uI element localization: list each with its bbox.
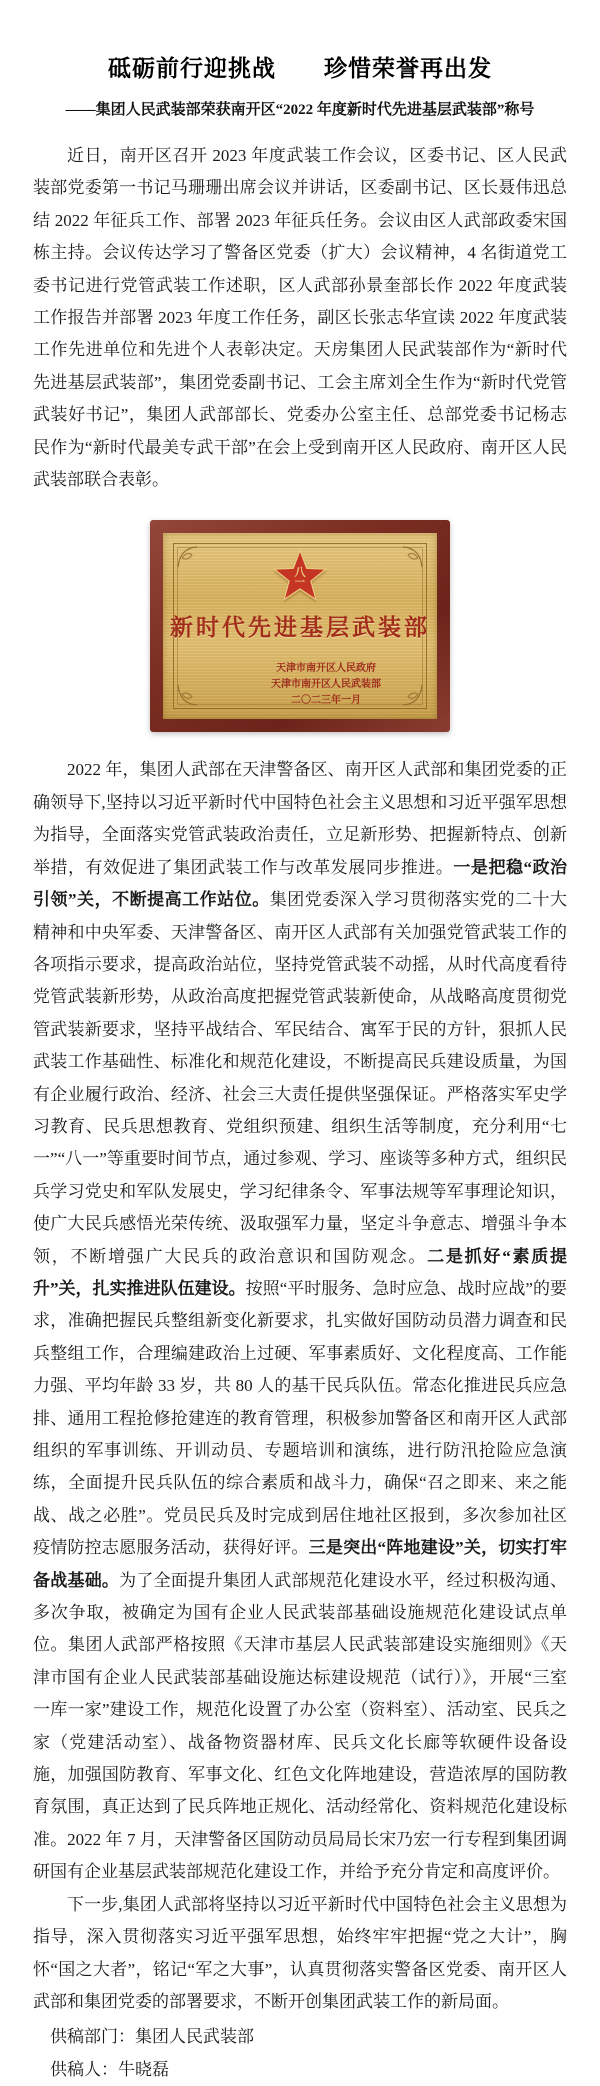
award-plaque-photo bbox=[150, 520, 450, 732]
credit-author: 供稿人：牛晓磊 bbox=[50, 2060, 169, 2080]
plaque-date-line: 二〇二三年一月 bbox=[291, 695, 361, 707]
corner-flourish-icon bbox=[176, 684, 198, 706]
text-run: 为了全面提升集团人武部规范化建设水平，经过积极沟通、多次争取，被确定为国有企业人民武装部基础设施规范化建设试点单位。集团人武部严格按照《天津市基层人民武装部建设实施细则》《天津市国有企业人民武装部基础设施达标建设规范（试行）》，开展“三室一库一家”建设工作，规范化设置了办公室（资料室）、活动室、民兵之家（党建活动室）、战备物资器材库、民兵文化长廊等软硬件设备设施，加强国防教育、军事文化、红色文化阵地建设，营造浓厚的国防教育氛围，真正达到了民兵阵地正规化、活动经常化、资料规范化建设标准。2022 年 7 月，天津警备区国防动员局局长宋乃宏一行专程到集团调研国有企业基层武装部规范化建设工作，并给予充分肯定和高度评价。 bbox=[33, 1570, 568, 1882]
text-run: 2022 年，集团人武部在天津警备区、南开区人武部和集团党委的正确领导下,坚持以习近平新时代中国特色社会主义思想和习近平强军思想为指导，全面落实党管武装政治责任，立足新形势、把握新特点、创新举措，有效促进了集团武装工作与改革发展同步推进。 bbox=[33, 760, 567, 877]
text-run: 集团党委深入学习贯彻落实党的二十大精神和中央军委、天津警备区、南开区人武部有关加强党管武装工作的各项指示要求，提高政治站位，坚持党管武装不动摇，从时代高度看待党管武装新形势，从政治高度把握党管武装新使命，从战略高度贯彻党管武装新要求，坚持平战结合、军民结合、寓军于民的方针，狠抓人民武装工作基础性、标准化和规范化建设，不断提高民兵建设质量，为国有企业履行政治、经济、社会三大责任提供坚强保证。严格落实军史学习教育、民兵思想教育、党组织预建、组织生活等制度，充分利用“七一”“八一”等重要时间节点，通过参观、学习、座谈等多种方式，组织民兵学习党史和军队发展史，学习纪律条令、军事法规等军事理论知识，使广大民兵感悟光荣传统、汲取强军力量，坚定斗争意志、增强斗争本领，不断增强广大民兵的政治意识和国防观念。 bbox=[33, 890, 568, 1266]
paragraph-main bbox=[33, 754, 567, 1888]
plaque-issuer-line: 天津市南开区人民武装部 bbox=[271, 679, 381, 691]
bayi-star-icon bbox=[274, 549, 326, 603]
paragraph-intro: 近日，南开区召开 2023 年度武装工作会议，区委书记、区人民武装部党委第一书记马珊珊出席会议并讲话，区委副书记、区长聂伟迅总结 2022 年征兵工作、部署 2023 年征兵任务。会议由区人武部政委宋国栋主持。会议传达学习了警备区党委（扩大）会议精神，4 名街道党工委书记进行党管武装工作述职，区人武部孙景奎部长作 2022 年度武装工作报告并部署 2023 年度工作任务，副区长张志华宣读 2022 年度武装工作先进单位和先进个人表彰决定。天房集团人民武装部作为“新时代先进基层武装部”，集团党委副书记、工会主席刘全生作为“新时代党管武装好书记”，集团人武部部长、党委办公室主任、总部党委书记杨志民作为“新时代最美专武干部”在会上受到南开区人民政府、南开区人民武装部联合表彰。 bbox=[33, 146, 567, 490]
paragraph-closing: 下一步,集团人武部将坚持以习近平新时代中国特色社会主义思想为指导，深入贯彻落实习近平强军思想，始终牢牢把握“党之大计”，胸怀“国之大者”，铭记“军之大事”，认真贯彻落实警备区党委、南开区人武部和集团党委的部署要求，不断开创集团武装工作的新局面。 bbox=[33, 1894, 567, 2011]
emphasis-run-3: 三是突出“阵地建设”关，切实打牢备战基础。 bbox=[33, 1538, 568, 1590]
corner-flourish-icon bbox=[176, 546, 198, 568]
article-title: 砥砺前行迎挑战 珍惜荣誉再出发 bbox=[108, 56, 492, 81]
emphasis-run-1: 一是把稳“政治引领”关，不断提高工作站位。 bbox=[33, 857, 568, 910]
plaque-award-title: 新时代先进基层武装部 bbox=[170, 615, 430, 641]
credits-block bbox=[33, 2020, 567, 2086]
plaque-issuer-block bbox=[241, 661, 411, 709]
plaque-issuer-line: 天津市南开区人民政府 bbox=[276, 663, 376, 675]
corner-flourish-icon bbox=[402, 546, 424, 568]
credit-department: 供稿部门：集团人民武装部 bbox=[50, 2027, 254, 2047]
svg-text:一: 一 bbox=[294, 577, 306, 589]
emphasis-run-2: 二是抓好“素质提升”关，扎实推进队伍建设。 bbox=[33, 1246, 567, 1298]
plaque-gold-plate bbox=[163, 533, 437, 719]
text-run: 按照“平时服务、急时应急、战时应战”的要求，准确把握民兵整组新变化新要求，扎实做好国防动员潜力调查和民兵整组工作，合理编建政治上过硬、军事素质好、文化程度高、工作能力强、平均年龄 33 岁，共 80 人的基干民兵队伍。常态化推进民兵应急排、通用工程抢修抢建连的教育管理，积极参加警备区和南开区人武部组织的军事训练、开训动员、专题培训和演练，进行防汛抢险应急演练，全面提升民兵队伍的综合素质和战斗力，确保“召之即来、来之能战、战之必胜”。党员民兵及时完成到居住地社区报到，多次参加社区疫情防控志愿服务活动，获得好评。 bbox=[33, 1278, 568, 1558]
svg-text:八: 八 bbox=[294, 567, 306, 580]
plaque-wood-frame bbox=[150, 520, 450, 732]
article-subtitle: ——集团人民武装部荣获南开区“2022 年度新时代先进基层武装部”称号 bbox=[65, 102, 535, 118]
